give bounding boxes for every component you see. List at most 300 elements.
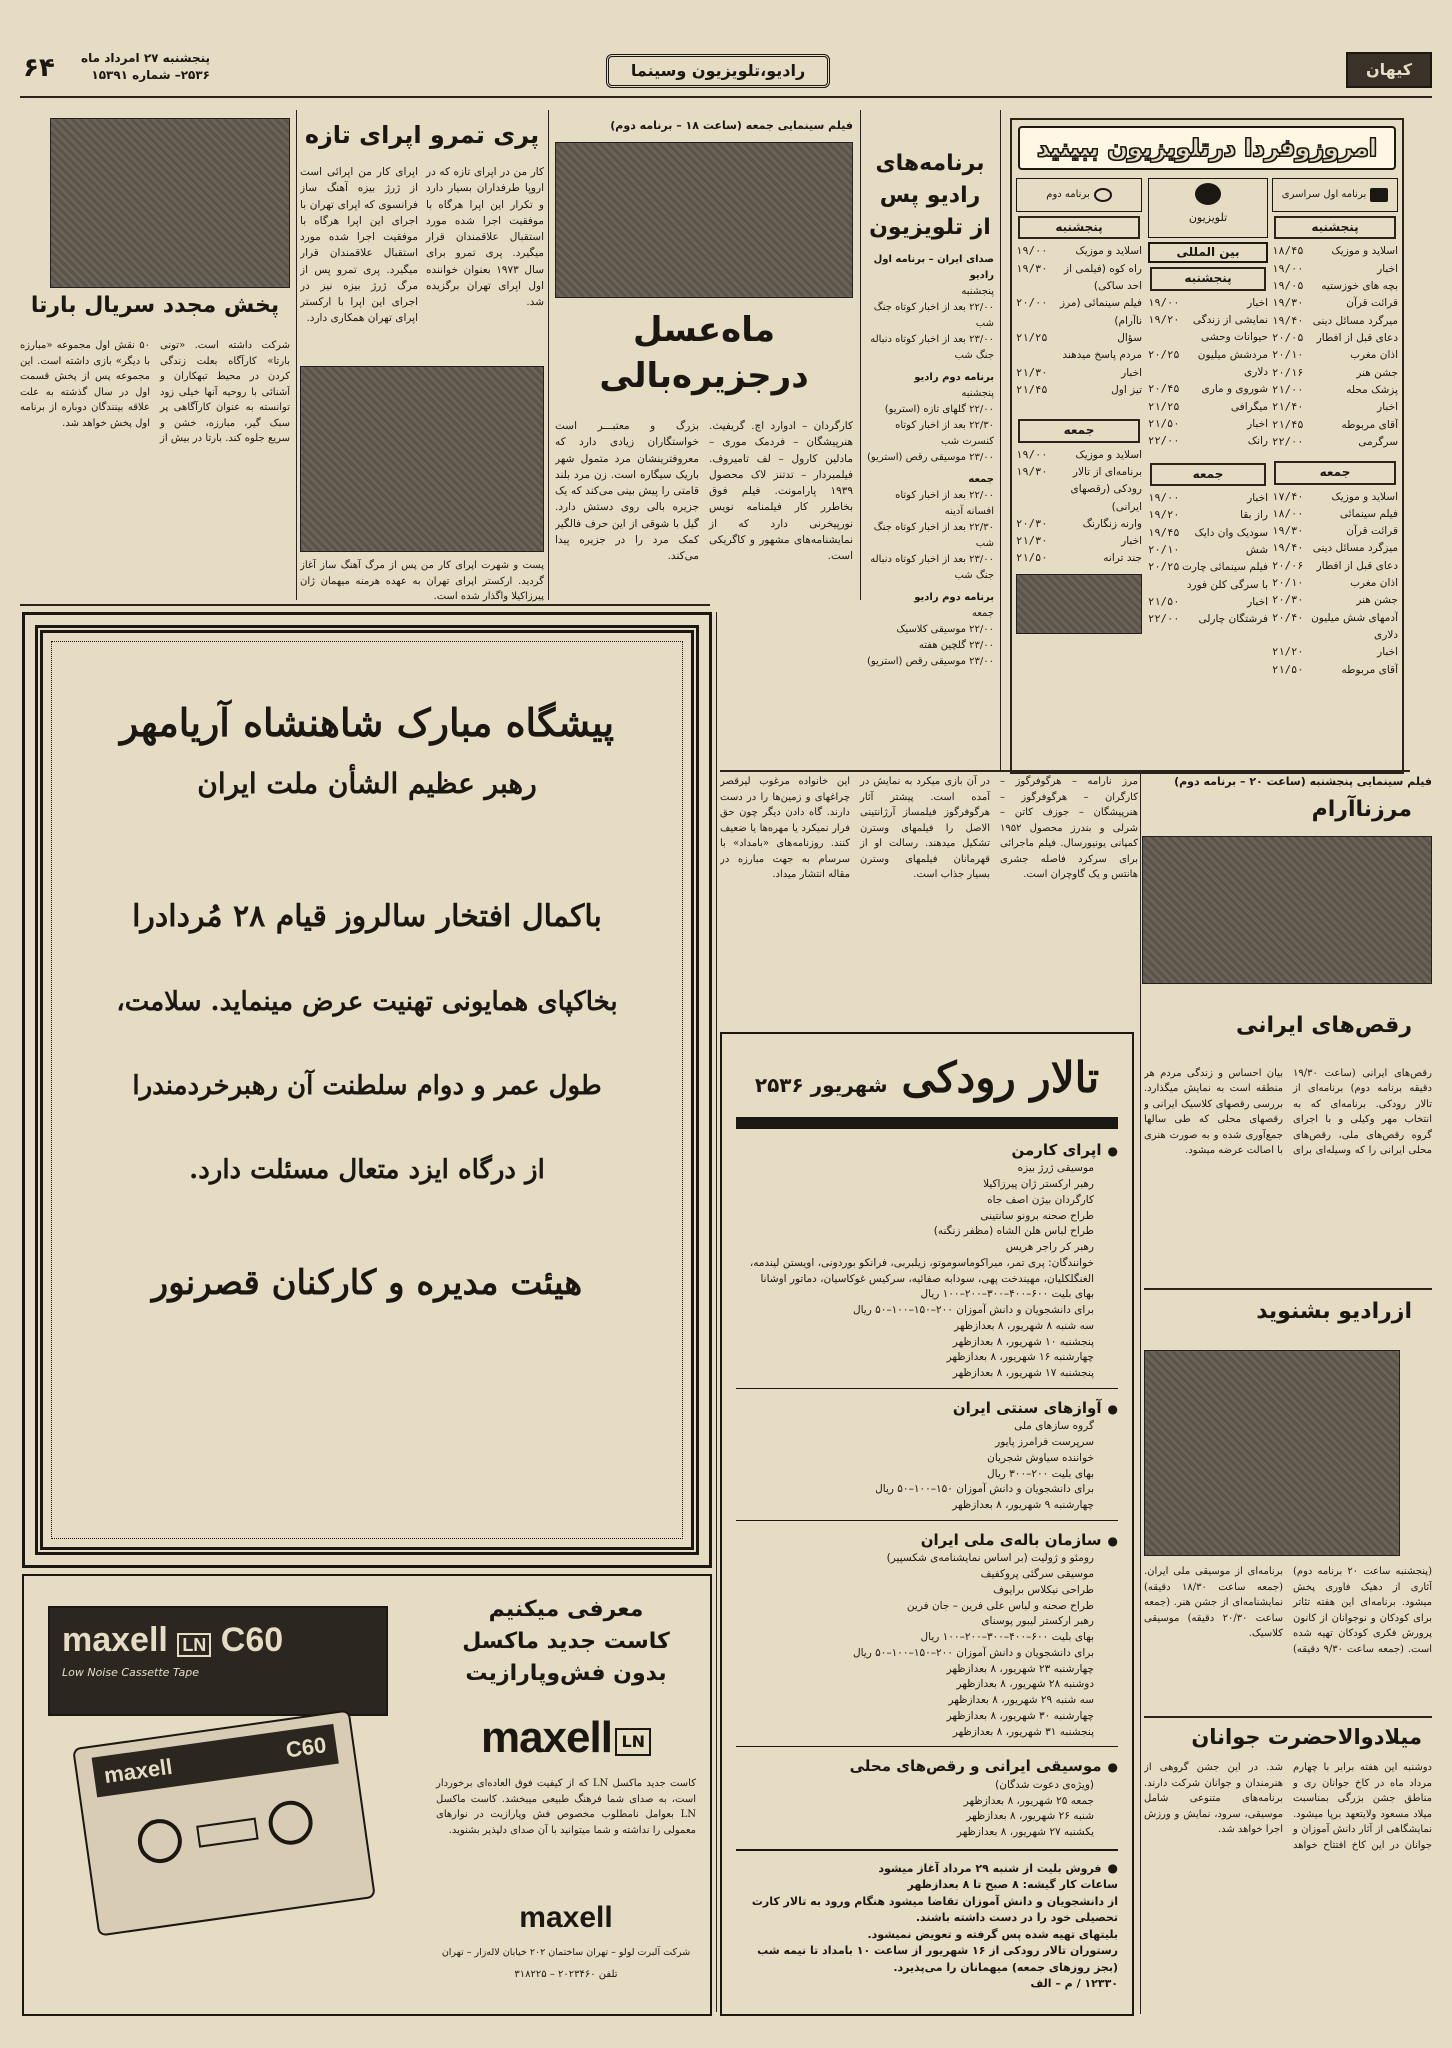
- ch2-friday: جمعه: [1018, 419, 1140, 442]
- royal-line-3: باکمال افتخار سالروز قیام ۲۸ مُردادرا: [132, 898, 602, 934]
- program-time: ۲۲/۰۰: [1148, 613, 1180, 626]
- program-time: ۲۰/۱۰: [1272, 577, 1304, 590]
- ch1-fri-program: [1272, 523, 1398, 540]
- serial-article: [20, 112, 290, 608]
- ch1-fri-program: [1272, 610, 1398, 645]
- mid-col-2: در آن بازی میکرد به نمایش در آمده است. پیشتر آثار هرگوفرگوز فیلمساز آرژانتینی الاصل را فیلمهای وسترن تشکیل میدهند. رسالت او از قهرمانان فیلمهای وسترن بسیار جذاب است.: [860, 776, 990, 880]
- mid-rule-left: [20, 604, 710, 606]
- crown-prince-article: [1144, 1722, 1432, 2022]
- radio-section-head: جمعه: [968, 473, 994, 485]
- maxell-ad: [22, 1574, 712, 2016]
- ch1-thu-program: [1272, 347, 1398, 364]
- program-name: بچه های خوزستیه: [1321, 280, 1398, 293]
- center-fri-program: [1148, 490, 1268, 507]
- program-name: اسلاید و موزیک: [1075, 448, 1142, 461]
- program-name: آقای مربوطه: [1341, 663, 1398, 676]
- ch2-thu-program: [1016, 295, 1142, 330]
- maxell-desc: کاست جدید ماکسل LN که از کیفیت فوق العاده‌ای برخوردار است، به صدای شما فرهنگ طبیعی میبخشد. کاست ماکسل LN بعوامل نامطلوب مخصوص فش وپارازیت در نوارهای معمولی را نداشته و شما میتوانید با آن صدای دلپذیر بشنوید.: [436, 1778, 696, 1836]
- center-thu-program: [1148, 347, 1268, 382]
- program-time: ۲۰/۴۰: [1272, 611, 1304, 624]
- program-name: اخبار: [1377, 262, 1398, 275]
- rudaki-section-line: بهای بلیت ۶۰۰–۴۰۰–۳۰۰–۲۰۰–۱۰۰ ریال: [920, 1288, 1094, 1301]
- program-name: سرگرمی: [1358, 435, 1398, 448]
- rudaki-section-line: خوانندگان: پری تمر، میراکوماسوموتو، زیلبربی، فرانکو بوردونی، اویستن لیندمه، الغنگلکلیان، مهیندخت پهی، سودابه صفائیه، سرکیس غوکاسیان، دماتور اوشانا: [749, 1256, 1094, 1285]
- ch2-thu-program: [1016, 243, 1142, 260]
- program-name: مردشش میلیون دلاری: [1197, 348, 1268, 379]
- radio-section-line: ۲۳/۰۰ موسیقی رقص (استریو): [866, 655, 994, 667]
- mid-col-3: این خانواده مرغوب لیرقصر چراغهای و زمین‌ها را در دست دارند. گاه دادن دیگر چون حق فرار نمیکرد یا مهره‌ها یا ضعیف کنند. روزنامه‌های «بامداد» با سرسام به جهت مبارزه در مقاله انتشار میداد.: [720, 776, 850, 880]
- program-name: تیز اول: [1111, 383, 1142, 396]
- program-time: ۲۱/۲۰: [1272, 646, 1304, 659]
- center-thu-program: [1148, 312, 1268, 329]
- program-name: سؤال: [1117, 331, 1142, 344]
- program-time: ۱۹/۴۰: [1272, 314, 1304, 327]
- rudaki-notice-line: ۱۲۳۳۰ / م – الف: [1030, 1977, 1118, 1991]
- ch1-fri-program: [1272, 592, 1398, 609]
- center-thu-program: [1148, 295, 1268, 312]
- center-thu-program: [1148, 329, 1268, 346]
- rudaki-section-line: پنجشنبه ۳۱ شهریور، ۸ بعدازظهر: [952, 1725, 1094, 1738]
- rudaki-section-line: پنجشنبه ۱۷ شهریور، ۸ بعدازظهر: [952, 1367, 1094, 1380]
- center-fri-program: [1148, 507, 1268, 524]
- ch1-thu-program: [1272, 382, 1398, 399]
- tape-reel-left: [135, 1816, 185, 1866]
- col-rule-2: [860, 110, 861, 600]
- rudaki-section-line: سه شنبه ۲۹ شهریور، ۸ بعدازظهر: [948, 1694, 1094, 1707]
- center-thu-program: [1148, 381, 1268, 398]
- program-time: ۱۹/۰۰: [1272, 262, 1304, 275]
- thursday-movie-title: مرزناآرام: [1311, 796, 1412, 822]
- thursday-movie-photo: [1142, 836, 1432, 984]
- program-name: برنامه‌ای از تالار رودکی (رقصهای ایرانی): [1070, 465, 1142, 513]
- ch1-thu-program: [1272, 295, 1398, 312]
- royal-signature: هیئت مدیره و کارکنان قصرنور: [151, 1263, 583, 1304]
- rudaki-ad: [720, 1032, 1134, 2016]
- friday-movie-title: ماه‌عسل درجزیره‌بالی: [599, 310, 809, 396]
- program-time: ۱۹/۴۵: [1148, 526, 1180, 539]
- program-name: دعای قبل از افطار: [1316, 559, 1398, 572]
- ch1-fri-list: [1272, 489, 1398, 679]
- dances-article: [1144, 1010, 1432, 1300]
- program-time: ۲۰/۰۵: [1272, 331, 1304, 344]
- friday-movie-photo: [555, 142, 853, 298]
- program-name: فیلم سینمائی: [1339, 507, 1398, 520]
- program-name: اسلاید و موزیک: [1075, 245, 1142, 258]
- rudaki-section-line: طراحی نیکلاس برایوف: [993, 1583, 1094, 1596]
- ch2-thu-program: [1016, 330, 1142, 347]
- page-number: ۶۴: [23, 53, 55, 83]
- rudaki-section-line: رهبر ارکستر ژان پیرزاکیلا: [983, 1178, 1094, 1191]
- program-name: اخبار: [1247, 296, 1268, 309]
- radio-section-line: ۲۳/۰۰ گلچین هفته: [918, 639, 994, 651]
- radio-section-line: ۲۲/۰۰ بعد از اخبار کوتاه جنگ شب: [873, 301, 994, 329]
- rudaki-section-line: چهارشنبه ۱۶ شهریور، ۸ بعدازظهر: [946, 1351, 1094, 1364]
- rudaki-notice: [736, 1859, 1118, 1993]
- program-time: ۲۱/۲۵: [1148, 400, 1180, 413]
- program-time: ۲۰/۲۵: [1148, 561, 1180, 574]
- radio-section-line: ۲۲/۳۰ بعد از اخبار کوتاه جنگ شب: [873, 521, 994, 549]
- ch2-fri-program: [1016, 516, 1142, 533]
- radio-section-line: ۲۲/۰۰ گلهای تازه (استریو): [884, 403, 994, 415]
- tape-c60: C60: [284, 1732, 328, 1763]
- program-name: قرائت قرآن: [1346, 525, 1398, 538]
- radio-listen-photo: [1144, 1350, 1400, 1556]
- program-name: نمایشی از زندگی: [1192, 314, 1268, 327]
- radio-listen-article: [1144, 1296, 1432, 1726]
- rudaki-section-line: رهبر کر راجر هریس: [1005, 1241, 1094, 1254]
- program-time: ۱۹/۳۰: [1016, 465, 1048, 478]
- maxell-phone: تلفن ۲۰۲۳۴۶۰ – ۳۱۸۲۲۵: [514, 1969, 618, 1980]
- ch2-fri-program: [1016, 550, 1142, 567]
- header-rule: [20, 96, 1432, 98]
- friday-movie-kicker: فیلم سینمایی جمعه (ساعت ۱۸ – برنامه دوم): [610, 119, 853, 132]
- radio-listen-text: (پنجشنبه ساعت ۲۰ برنامه دوم) آثاری از دهیک فاوری پخش میشود. برنامه‌ای این هفته تئاتر برای کودکان و نوجوانان از کانون پرورش فکری کودکان تهیه شده است. (جمعه ساعت ۹/۳۰ دقیقه) برنامه‌ای از موسیقی ملی ایران. (جمعه ساعت ۱۸/۳۰ دقیقه) نمایشنامه‌ای از جشن هنر. (جمعه ساعت ۲۰/۳۰ دقیقه) موسیقی کلاسیک.: [1144, 1566, 1432, 1655]
- program-time: ۲۱/۵۰: [1148, 417, 1180, 430]
- rudaki-month: شهریور ۲۵۳۶: [754, 1073, 888, 1097]
- tv-channel-1: [1272, 178, 1398, 768]
- program-time: ۲۰/۲۵: [1148, 348, 1180, 361]
- crown-prince-title: میلادوالاحضرت جوانان: [1191, 1725, 1422, 1749]
- ch2-thursday: پنجشنبه: [1018, 216, 1140, 239]
- ch1-thu-program: [1272, 434, 1398, 451]
- program-time: ۱۹/۳۰: [1272, 297, 1304, 310]
- program-time: ۲۰/۰۰: [1016, 297, 1048, 310]
- ch1-thu-program: [1272, 261, 1398, 278]
- col-rule-4: [296, 110, 297, 600]
- channel-1-icon: [1370, 188, 1388, 202]
- rudaki-notice-line: رستوران تالار رودکی از ۱۶ شهریور از ساعت ۱۰ بامداد تا نیمه شب (بجز روزهای جمعه) میهمانان را می‌پذیرد.: [757, 1944, 1118, 1974]
- baretta-photo: [50, 118, 290, 288]
- program-name: فرشتگان چارلی: [1198, 613, 1268, 626]
- ch1-friday: جمعه: [1274, 461, 1396, 484]
- program-time: ۱۷/۴۰: [1272, 490, 1304, 503]
- program-time: ۱۹/۳۰: [1272, 525, 1304, 538]
- ch1-fri-program: [1272, 506, 1398, 523]
- rudaki-section-line: طراح صحنه برونو سانتینی: [980, 1209, 1094, 1222]
- date-block: [60, 50, 210, 90]
- rudaki-section-line: رومئو و ژولیت (بر اساس نمایشنامه‌ی شکسپیر): [886, 1552, 1094, 1565]
- radio-section-line: ۲۲/۰۰ بعد از اخبار کوتاه افسانه آدینه: [895, 489, 994, 517]
- program-name: اسلاید و موزیک: [1331, 245, 1398, 258]
- program-name: اسلاید و موزیک: [1331, 490, 1398, 503]
- royal-line-6: از درگاه ایزد متعال مسئلت دارد.: [189, 1154, 545, 1185]
- ch2-thu-list: [1016, 243, 1142, 399]
- program-time: ۲۱/۵۰: [1148, 595, 1180, 608]
- ch2-thu-program: [1016, 347, 1142, 364]
- center-thu-program: [1148, 433, 1268, 450]
- cassette-package: [48, 1606, 388, 1716]
- masthead: [20, 48, 1432, 94]
- ch1-fri-program: [1272, 662, 1398, 679]
- ch1-fri-program: [1272, 558, 1398, 575]
- royal-line-5: طول عمر و دوام سلطنت آن رهبرخردمندرا: [132, 1070, 602, 1101]
- program-name: اخبار: [1377, 646, 1398, 659]
- program-name: آدمهای شش میلیون دلاری: [1311, 611, 1398, 642]
- royal-line-4: بخاکپای همایونی تهنیت عرض مینماید. سلامت،: [116, 987, 618, 1018]
- tape-brand: maxell: [102, 1753, 174, 1789]
- ch2-thu-program: [1016, 365, 1142, 382]
- program-time: ۲۱/۴۰: [1272, 401, 1304, 414]
- program-time: ۲۲/۰۰: [1272, 435, 1304, 448]
- thursday-movie: [1142, 774, 1432, 1036]
- ch2-thu-program: [1016, 261, 1142, 296]
- program-time: ۲۱/۳۰: [1016, 366, 1048, 379]
- rudaki-section-line: (ویژه‌ی دعوت شدگان): [995, 1778, 1094, 1791]
- radio-listen-rule: [1144, 1716, 1432, 1718]
- program-time: ۱۹/۳۰: [1016, 262, 1048, 275]
- tv-guide-title: امروزوفردا درتلویزیون ببینید: [1018, 126, 1396, 170]
- program-name: جشن هنر: [1356, 594, 1398, 607]
- rudaki-title: تالار رودکی: [901, 1053, 1100, 1102]
- program-name: اخبار: [1247, 595, 1268, 608]
- mid-article: [720, 774, 1140, 982]
- rudaki-section-line: یکشنبه ۲۷ شهریور، ۸ بعدازظهر: [956, 1826, 1094, 1839]
- opera-title: پری تمرو اپرای تازه: [304, 121, 540, 149]
- cassette-tape: [72, 1709, 376, 1936]
- center-fri-program: [1148, 542, 1268, 559]
- radio-section-line: پنجشنبه: [961, 285, 994, 297]
- dances-text: رقص‌های ایرانی (ساعت ۱۹/۳۰ دقیقه برنامه دوم) برنامه‌ای از تالار رودکی. برنامه‌ای که به انتخاب مهر وکیلی و با اجرای گروه رقص‌های ملی، رقص‌های محلی ایرانی را که وسیله‌ای برای بیان احساس و زندگی مردم هر منطقه است به نمایش میگذارد. بررسی رقصهای کلاسیک ایرانی و رقصهای محلی که طی سالها جمع‌آوری شده و به صورت هنری با اصالت عرضه میشود.: [1144, 1067, 1432, 1157]
- center-fri-list: [1148, 490, 1268, 629]
- program-name: سودیک وان دایک: [1194, 526, 1268, 539]
- program-time: ۲۱/۴۵: [1016, 383, 1048, 396]
- royal-line-1: پیشگاه مبارک شاهنشاه آریامهر: [119, 700, 615, 745]
- program-time: ۱۹/۰۰: [1016, 448, 1048, 461]
- program-name: وارنه زنگارنگ: [1082, 517, 1142, 530]
- program-time: ۱۹/۲۰: [1148, 509, 1180, 522]
- program-name: شوروی و ماری: [1201, 383, 1268, 396]
- kayhan-logo: کیهان: [1346, 52, 1432, 88]
- mid-col-1: مرز نارامه – هرگوفرگوز – کارگران – هرگوفرگوز – هنرپیشگان – جوزف کاتن – شرلی و بندرز محصول ۱۹۵۲ کمپانی یونیورسال. فیلم ماجرائی برای سرکرد فاصله جشری هانتس و یک گاوچران است.: [1000, 776, 1138, 880]
- ch1-thu-program: [1272, 243, 1398, 260]
- thursday-movie-kicker: فیلم سینمایی پنجشنبه (ساعت ۲۰ – برنامه دوم): [1174, 775, 1432, 788]
- program-name: میرگرد مسائل دینی: [1312, 314, 1398, 327]
- maxell-logo: [436, 1706, 696, 1770]
- radio-section-line: ۲۳/۰۰ بعد از اخبار کوتاه دنباله جنگ شب: [870, 553, 994, 581]
- col-rule-3: [548, 110, 549, 600]
- program-name: اخبار: [1247, 417, 1268, 430]
- rudaki-section-line: موسیقی ژرژ بیزه: [1017, 1162, 1094, 1175]
- program-name: آقای مربوطه: [1341, 418, 1398, 431]
- maxell-headline: [436, 1594, 696, 1690]
- package-ln: LN: [177, 1633, 211, 1657]
- program-time: ۱۹/۰۵: [1272, 280, 1304, 293]
- program-time: ۱۹/۰۰: [1148, 491, 1180, 504]
- ch1-fri-program: [1272, 540, 1398, 557]
- program-name: جند ترانه: [1103, 552, 1142, 565]
- program-time: ۲۰/۱۶: [1272, 366, 1304, 379]
- program-time: ۲۰/۱۰: [1272, 349, 1304, 362]
- rudaki-sections: [736, 1139, 1118, 1841]
- program-time: ۱۹/۰۰: [1148, 296, 1180, 309]
- ch2-fri-program: [1016, 464, 1142, 516]
- center-friday: جمعه: [1150, 463, 1266, 486]
- opera-photo: [300, 366, 544, 552]
- maxell-importer: شرکت آلبرت لولو – تهران ساختمان ۲۰۲ خیابان لاله‌زار – تهران: [441, 1947, 691, 1958]
- rudaki-section-line: کارگردان بیژن اصف جاه: [987, 1193, 1094, 1206]
- friday-movie: [555, 118, 853, 598]
- friday-movie-col1: کارگردان – ادوارد اچ. گریفیث. هنرپیشگان – فردمک موری – مادلین کارول – لف تامیروف. فیلمبردار – تدتنز لاک محصول ۱۹۳۹ پارامونت. فیلم فوق بخاطرر کار فیلمنامه نویس نورپیخرنی دارد که از نمایشنامه‌های مشهور و کاگریکی است.: [709, 420, 853, 563]
- package-brand: maxell: [62, 1621, 168, 1659]
- opera-col2: اپرای کار من اپرائی است از ژرژ بیزه آهنگ ساز فرانسوی که اپرای تهران با اجرای این اپرا هرگاه با موفقیت اجرا شده مورد استقبال علاقمندان قرار میگیرد. پری تمرو پس از مرگ ژرژ بیزه نیز در اجرای این اپرا با ارکستر اپرای تهران همکاری دارد.: [300, 166, 418, 325]
- ch1-thu-program: [1272, 417, 1398, 434]
- rudaki-section-line: طراح لباس هلن الشاه (مظفر زنگنه): [933, 1225, 1094, 1238]
- radio-section-head: صدای ایران – برنامه اول رادیو: [873, 253, 994, 281]
- tape-reel-right: [266, 1798, 316, 1848]
- ch2-fri-program: [1016, 447, 1142, 464]
- radio-sections: [866, 252, 994, 670]
- maxell-footer-logo: maxell: [519, 1901, 613, 1934]
- radio-section-line: جمعه: [971, 607, 994, 619]
- package-c60: C60: [220, 1621, 284, 1659]
- program-time: ۲۰/۴۵: [1148, 383, 1180, 396]
- program-name: مردم پاسخ میدهند: [1062, 349, 1142, 362]
- rudaki-section-line: سرپرست فرامرز پایور: [995, 1436, 1094, 1449]
- maxell-brand: maxell: [480, 1713, 612, 1762]
- rudaki-section-line: طراح صحنه و لباس علی فرین – جان فرین: [906, 1599, 1094, 1612]
- serial-text: شرکت داشته است. «تونی بارتا» کارآگاه بعلت زندگی کردن در محیط تبهکاران و آشنائی با روحیه آنها خیلی زود توانسته به عنوان کارآگاهی پر سبک گیر، مبارزه، خشن و سریع جلوه کند. بارتا در بیش از ۵۰ نقش اول مجموعه «مبارزه با دیگر» بازی داشته است. این مجموعه پس از پخش قسمت اول در سال گذشته به علت علاقه بینندگان دوباره از برنامه اول پخش خواهد شد.: [20, 340, 290, 444]
- center-thu-program: [1148, 399, 1268, 416]
- program-name: پزشک محله: [1346, 383, 1398, 396]
- radio-listen-title: ازرادیو بشنوید: [1256, 1299, 1412, 1324]
- rudaki-section-line: چهارشنبه ۲۳ شهریور، ۸ بعدازظهر: [946, 1662, 1094, 1675]
- channel-center-label: تلویزیون: [1188, 210, 1228, 224]
- friday-movie-col2: بزرگ و معتبـــر است خواستگاران زیادی دارد که معروفترینشان مرد متمول شهر باریک سیگاره است. زن مرد بلند قامتی را پیش بینی می‌کند که یک جزیره بالی روی دستش دارد. گیل با شوقی از این حرف فالگیر کمک مرد را در جزیره پیدا می‌کند.: [555, 420, 699, 563]
- rudaki-section-line: برای دانشجویان و دانش آموزان ۲۰۰–۱۵۰–۱۰۰–۵۰ ریال: [852, 1646, 1094, 1659]
- program-time: ۲۲/۰۰: [1148, 435, 1180, 448]
- program-time: ۱۹/۲۰: [1148, 314, 1180, 327]
- rudaki-section-line: گروه سازهای ملی: [1014, 1420, 1094, 1433]
- tv-still-photo: [1016, 574, 1142, 634]
- channel-center-sub: بین المللی: [1148, 242, 1268, 263]
- ch1-fri-program: [1272, 489, 1398, 506]
- rudaki-notice-line: ساعات کار گیشه: ۸ صبح تا ۸ بعدازظهر: [907, 1878, 1118, 1892]
- rudaki-section-line: دوشنبه ۲۸ شهریور، ۸ بعدازظهر: [956, 1678, 1094, 1691]
- program-name: حیوانات وحشی: [1200, 331, 1268, 344]
- ch2-thu-program: [1016, 382, 1142, 399]
- ch1-thu-program: [1272, 365, 1398, 382]
- col-rule-5: [716, 612, 717, 2012]
- center-thu-list: [1148, 295, 1268, 451]
- rudaki-section-line: رهبر ارکستر لیبور پوسنای: [981, 1615, 1094, 1628]
- program-name: فیلم سینمائی چارت با سرگی کلن فورد: [1181, 561, 1268, 591]
- ch1-thu-program: [1272, 399, 1398, 416]
- issue-line: ۲۵۳۶– شماره ۱۵۳۹۱: [91, 68, 210, 83]
- rudaki-section-line: برای دانشجویان و دانش آموزان ۲۰۰–۱۵۰–۱۰۰–۵۰ ریال: [852, 1304, 1094, 1317]
- program-name: شش: [1245, 543, 1268, 556]
- maxell-h1: معرفی میکنیم: [488, 1597, 644, 1622]
- ch1-thursday: پنجشنبه: [1274, 216, 1396, 239]
- ch1-thu-program: [1272, 330, 1398, 347]
- program-name: میزگرد مسائل دینی: [1312, 542, 1398, 555]
- channel-2-label: برنامه دوم: [1046, 188, 1090, 200]
- tv-channel-center: [1148, 178, 1268, 768]
- radio-section-line: ۲۳/۰۰ بعد از اخبار کوتاه دنباله جنگ شب: [870, 333, 994, 361]
- program-name: اخبار: [1121, 535, 1142, 548]
- maxell-h3: بدون فش‌وپارازیت: [465, 1660, 667, 1686]
- center-fri-program: [1148, 559, 1268, 594]
- rudaki-section-line: شنبه ۲۶ شهریور، ۸ بعدازظهر: [966, 1810, 1094, 1823]
- crown-prince-text: دوشنبه این هفته برابر با چهارم مرداد ماه در کاخ جوانان ری و مناطق جشن بزرگی بمناسبت میلاد مسعود ولایتعهد برپا میشود. نمایشگاهی از آثار دانش آموزان و جوانان در این کاخ افتتاح خواهد شد. در این جشن گروهی از هنرمندان و جوانان شرکت دارند. برنامه‌های متنوعی شامل موسیقی، سرود، نمایش و ورزش اجرا خواهد شد.: [1144, 1762, 1432, 1851]
- program-name: اذان مغرب: [1350, 577, 1398, 590]
- center-fri-program: [1148, 611, 1268, 628]
- royal-line-2: رهبر عظیم الشأن ملت ایران: [197, 767, 537, 801]
- program-time: ۲۰/۱۰: [1148, 543, 1180, 556]
- maxell-ln-badge: LN: [615, 1728, 651, 1755]
- opera-caption: پست و شهرت اپرای کار من پس از مرگ آهنگ ساز آغاز گردید. ارکستر اپرای تهران به عهده هرمنه میهمان ژان پیرزاکیلا واگذار شده است.: [300, 560, 544, 602]
- rudaki-notice-line: از دانشجویان و دانش آموزان تقاضا میشود هنگام ورود به تالار کارت تحصیلی خود را در دست داشته باشند.: [751, 1894, 1118, 1925]
- program-time: ۱۸/۰۰: [1272, 507, 1304, 520]
- program-time: ۱۹/۴۰: [1272, 542, 1304, 555]
- program-time: ۲۱/۲۵: [1016, 331, 1048, 344]
- program-name: جشن هنر: [1356, 366, 1398, 379]
- tv-guide: [1010, 118, 1404, 774]
- rudaki-section-line: خواننده سیاوش شجریان: [987, 1451, 1094, 1464]
- rudaki-section-head: ● سازمان باله‌ی ملی ایران: [736, 1529, 1118, 1552]
- opera-article: [300, 118, 544, 606]
- center-thursday: پنجشنبه: [1150, 267, 1266, 290]
- rudaki-section-line: چهارشنبه ۹ شهریور، ۸ بعدازظهر: [952, 1499, 1094, 1512]
- tv-bottom-rule: [720, 770, 1410, 772]
- radio-section-head: برنامه دوم رادیو: [914, 371, 994, 383]
- center-thu-program: [1148, 416, 1268, 433]
- radio-section-line: ۲۳/۰۰ موسیقی رقص (استریو): [866, 451, 994, 463]
- ch2-fri-program: [1016, 533, 1142, 550]
- rudaki-notice-line: ● فروش بلیت از شنبه ۲۹ مرداد آغاز میشود: [736, 1859, 1118, 1878]
- ch1-thu-program: [1272, 313, 1398, 330]
- program-time: ۲۱/۳۰: [1016, 535, 1048, 548]
- dances-rule: [1144, 1288, 1432, 1290]
- rudaki-section-line: چهارشنبه ۳۰ شهریور، ۸ بعدازظهر: [946, 1709, 1094, 1722]
- ch1-fri-program: [1272, 644, 1398, 661]
- program-name: راز بقا: [1240, 509, 1268, 522]
- rudaki-section-line: برای دانشجویان و دانش آموزان ۱۵۰–۱۰۰–۵۰ ریال: [875, 1483, 1094, 1496]
- channel-2-icon: [1094, 188, 1112, 202]
- rudaki-section-line: موسیقی سرگئی پروکفیف: [980, 1568, 1094, 1581]
- serial-title: پخش مجدد سریال بارتا: [30, 293, 280, 318]
- radio-title: برنامه‌های رادیو پس از تلویزیون: [869, 151, 991, 240]
- rudaki-section-head: ● اپرای کارمن: [736, 1139, 1118, 1162]
- radio-section-head: برنامه دوم رادیو: [914, 591, 994, 603]
- rudaki-section-head: ● موسیقی ایرانی و رقص‌های محلی: [736, 1755, 1118, 1778]
- rudaki-section-line: بهای بلیت ۲۰۰–۳۰۰ ریال: [987, 1467, 1094, 1480]
- rudaki-notice-line: بلیتهای تهیه شده پس گرفته و تعویض نمیشود.: [867, 1927, 1118, 1941]
- program-time: ۱۸/۴۵: [1272, 245, 1304, 258]
- rudaki-section-line: جمعه ۲۵ شهریور، ۸ بعدازظهر: [963, 1794, 1094, 1807]
- program-time: ۲۱/۰۰: [1272, 383, 1304, 396]
- program-time: ۲۱/۴۵: [1272, 418, 1304, 431]
- rudaki-section-head: ● آوازهای سنتی ایران: [736, 1397, 1118, 1420]
- col-rule-1: [1000, 110, 1001, 770]
- rudaki-section-line: سه شنبه ۸ شهریور، ۸ بعدازظهر: [954, 1319, 1094, 1332]
- rudaki-section-line: بهای بلیت ۶۰۰–۴۰۰–۳۰۰–۲۰۰–۱۰۰ ریال: [920, 1631, 1094, 1644]
- program-name: اخبار: [1121, 366, 1142, 379]
- radio-section-line: پنجشنبه: [961, 387, 994, 399]
- program-time: ۲۱/۵۰: [1272, 663, 1304, 676]
- dances-title: رقص‌های ایرانی: [1236, 1013, 1412, 1038]
- radio-section-line: ۲۲/۳۰ بعد از اخبار کوتاه کنسرت شب: [895, 419, 994, 447]
- program-name: فیلم سینمائی (مرز ناآرام): [1060, 297, 1142, 327]
- opera-col1: کار من در اپرای تازه که در اروپا طرفداران بسیار دارد و تکرار این اپرا هرگاه با موفقیت اجرا شده مورد استقبال علاقمندان قرار میگیرد. پری تمرو برای سال ۱۹۷۳ بعنوان خواننده اول اپرای تهران برگزیده شد.: [426, 166, 544, 309]
- program-time: ۲۰/۳۰: [1272, 594, 1304, 607]
- program-time: ۲۱/۵۰: [1016, 552, 1048, 565]
- radio-after-tv: [866, 148, 994, 768]
- channel-1-label: برنامه اول سراسری: [1281, 188, 1367, 200]
- ch1-thu-list: [1272, 243, 1398, 451]
- date-line: پنجشنبه ۲۷ امرداد ماه: [81, 51, 210, 65]
- program-name: اخبار: [1377, 401, 1398, 414]
- program-name: دعای قبل از افطار: [1316, 331, 1398, 344]
